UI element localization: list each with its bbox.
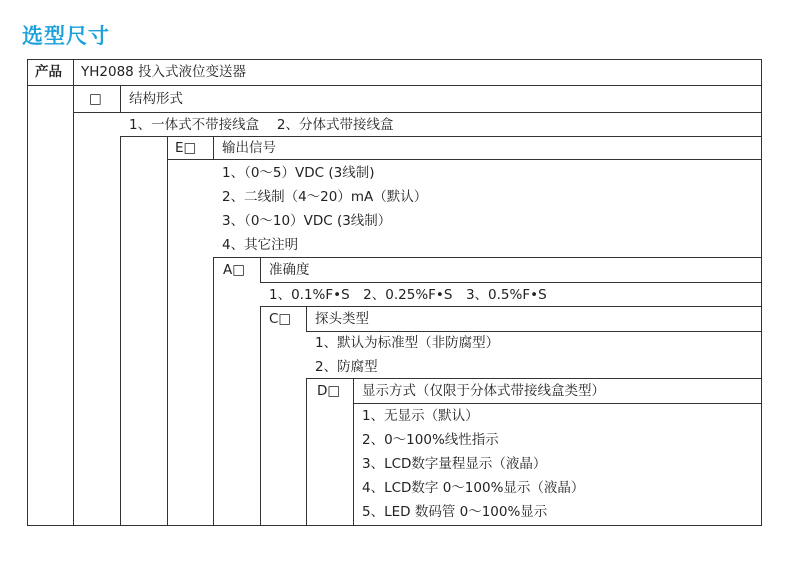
probe-option: 1、默认为标准型（非防腐型）: [315, 335, 500, 351]
product-name: YH2088 投入式液位变送器: [81, 64, 247, 80]
output-option: 3、（0～10）VDC (3线制）: [222, 213, 392, 229]
display-option: 5、LED 数码管 0～100%显示: [362, 504, 548, 520]
display-heading: 显示方式（仅限于分体式带接线盒类型）: [362, 383, 605, 399]
accuracy-heading: 准确度: [269, 262, 310, 278]
accuracy-options: 1、0.1%F•S 2、0.25%F•S 3、0.5%F•S: [269, 287, 547, 303]
display-option: 2、0～100%线性指示: [362, 432, 499, 448]
structure-heading: 结构形式: [129, 91, 183, 107]
accuracy-code: A□: [223, 262, 245, 278]
output-option: 2、二线制（4～20）mA（默认）: [222, 189, 428, 205]
probe-heading: 探头类型: [315, 311, 369, 327]
output-heading: 输出信号: [222, 140, 276, 156]
output-option: 1、（0～5）VDC (3线制): [222, 165, 375, 181]
display-option: 3、LCD数字量程显示（液晶）: [362, 456, 547, 472]
display-option: 4、LCD数字 0～100%显示（液晶）: [362, 480, 585, 496]
product-label: 产品: [35, 64, 62, 80]
structure-options: 1、一体式不带接线盒 2、分体式带接线盒: [129, 117, 394, 133]
page-title: 选型尺寸: [22, 24, 110, 48]
display-code: D□: [317, 383, 341, 399]
output-code: E□: [175, 140, 197, 156]
structure-code: □: [89, 91, 102, 107]
selection-table: [27, 59, 762, 526]
probe-option: 2、防腐型: [315, 359, 378, 375]
display-option: 1、无显示（默认）: [362, 408, 479, 424]
output-option: 4、其它注明: [222, 237, 299, 253]
probe-code: C□: [269, 311, 292, 327]
